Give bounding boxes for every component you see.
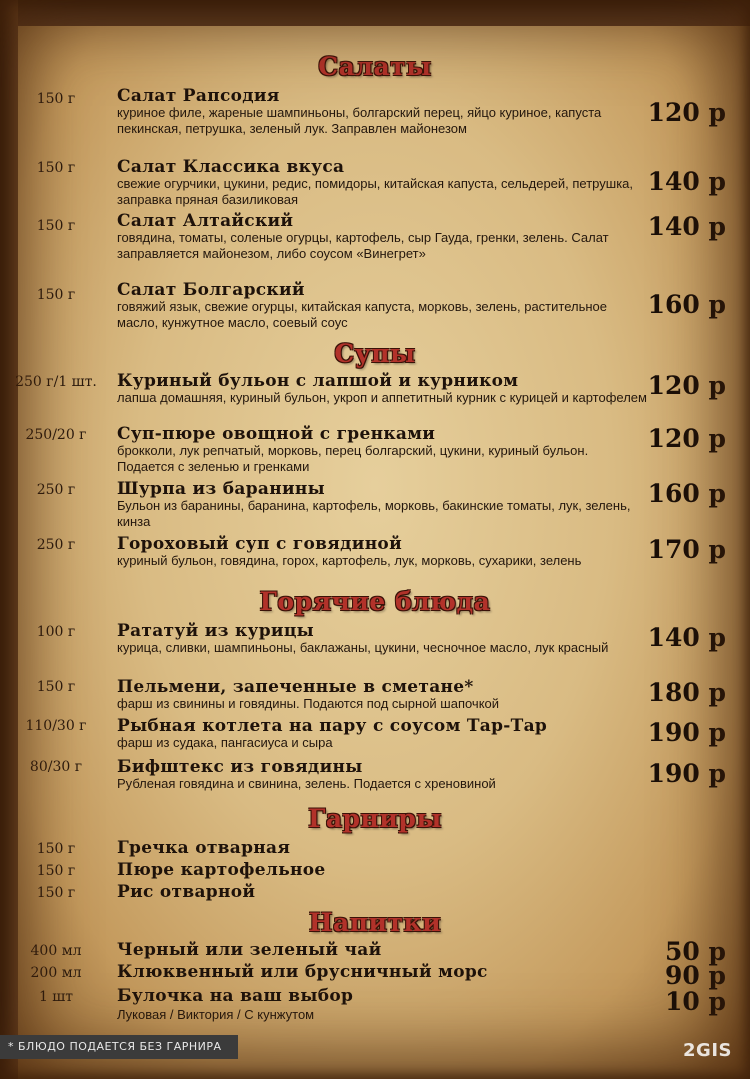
- item-name: Булочка на ваш выбор: [117, 986, 354, 1006]
- item-weight: 150 г: [36, 218, 76, 234]
- item-weight: 110/30 г: [25, 718, 87, 734]
- item-name: Рататуй из курицы: [117, 621, 315, 641]
- item-description: свежие огурчики, цукини, редис, помидоры, китайская капуста, сельдерей, петрушка, заправка пряная базиликовая: [117, 176, 634, 207]
- item-price: 170 р: [647, 535, 726, 564]
- item-description: говяжий язык, свежие огурцы, китайская капуста, морковь, зелень, растительное масло, кунжутное масло, соевый соус: [117, 299, 607, 330]
- section-title-sides: Гарниры: [308, 804, 442, 833]
- item-description: лапша домашняя, куриный бульон, укроп и аппетитный курник с курицей и картофелем: [117, 390, 647, 405]
- item-name: Салат Болгарский: [117, 280, 305, 300]
- item-price: 140 р: [647, 167, 726, 196]
- section-title-salads: Салаты: [318, 52, 432, 81]
- item-weight: 150 г: [36, 863, 76, 879]
- item-price: 160 р: [647, 479, 726, 508]
- item-weight: 200 мл: [30, 965, 82, 981]
- item-price: 50 р: [665, 937, 726, 966]
- section-title-hot-dishes: Горячие блюда: [259, 587, 491, 616]
- item-weight: 250 г/1 шт.: [15, 374, 97, 390]
- item-weight: 150 г: [36, 91, 76, 107]
- section-title-drinks: Напитки: [308, 908, 442, 937]
- item-description: фарш из судака, пангасиуса и сыра: [117, 735, 333, 750]
- item-price: 140 р: [647, 212, 726, 241]
- item-price: 180 р: [647, 678, 726, 707]
- item-name: Куриный бульон с лапшой и курником: [117, 371, 519, 391]
- item-name: Гороховый суп с говядиной: [117, 534, 402, 554]
- wood-background-top: [0, 0, 750, 26]
- item-price: 120 р: [647, 424, 726, 453]
- item-name: Суп-пюре овощной с гренками: [117, 424, 436, 444]
- item-name: Салат Рапсодия: [117, 86, 280, 106]
- item-description: куриное филе, жареные шампиньоны, болгарский перец, яйцо куриное, капуста пекинская, петрушка, зеленый лук. Заправлен майонезом: [117, 105, 602, 136]
- item-description: Бульон из баранины, баранина, картофель, морковь, бакинские томаты, лук, зелень, кинза: [117, 498, 631, 529]
- item-name: Салат Алтайский: [117, 211, 294, 231]
- item-weight: 250 г: [36, 537, 76, 553]
- section-title-soups: Супы: [334, 339, 416, 368]
- footnote: * БЛЮДО ПОДАЕТСЯ БЕЗ ГАРНИРА: [0, 1035, 238, 1059]
- item-description: Луковая / Виктория / С кунжутом: [117, 1007, 315, 1022]
- item-description: куриный бульон, говядина, горох, картофель, лук, морковь, сухарики, зелень: [117, 553, 582, 568]
- item-weight: 150 г: [36, 160, 76, 176]
- item-price: 120 р: [647, 371, 726, 400]
- item-description: фарш из свинины и говядины. Подаются под сырной шапочкой: [117, 696, 500, 711]
- item-name: Клюквенный или брусничный морс: [117, 962, 488, 982]
- item-weight: 1 шт: [38, 989, 74, 1005]
- item-price: 190 р: [647, 759, 726, 788]
- item-price: 10 р: [665, 987, 726, 1016]
- item-price: 140 р: [647, 623, 726, 652]
- item-name: Салат Классика вкуса: [117, 157, 345, 177]
- item-name: Рис отварной: [117, 882, 256, 902]
- item-description: курица, сливки, шампиньоны, баклажаны, цукини, чесночное масло, лук красный: [117, 640, 609, 655]
- item-name: Бифштекс из говядины: [117, 757, 363, 777]
- item-price: 90 р: [665, 961, 726, 990]
- item-description: брокколи, лук репчатый, морковь, перец болгарский, цукини, куриный бульон. Подается с зеленью и гренками: [117, 443, 589, 474]
- item-name: Пюре картофельное: [117, 860, 326, 880]
- item-name: Гречка отварная: [117, 838, 291, 858]
- item-name: Черный или зеленый чай: [117, 940, 382, 960]
- item-price: 160 р: [647, 290, 726, 319]
- item-weight: 250/20 г: [25, 427, 87, 443]
- item-description: Рубленая говядина и свинина, зелень. Подается с хреновиной: [117, 776, 496, 791]
- item-price: 120 р: [647, 98, 726, 127]
- item-weight: 150 г: [36, 679, 76, 695]
- item-name: Пельмени, запеченные в сметане*: [117, 677, 474, 697]
- item-weight: 100 г: [36, 624, 76, 640]
- watermark-logo: 2GIS: [683, 1040, 732, 1061]
- item-description: говядина, томаты, соленые огурцы, картофель, сыр Гауда, гренки, зелень. Салат заправляется майонезом, либо соусом «Винегрет»: [117, 230, 609, 261]
- item-weight: 250 г: [36, 482, 76, 498]
- item-weight: 150 г: [36, 885, 76, 901]
- item-weight: 150 г: [36, 287, 76, 303]
- item-weight: 150 г: [36, 841, 76, 857]
- item-name: Шурпа из баранины: [117, 479, 325, 499]
- item-price: 190 р: [647, 718, 726, 747]
- item-weight: 80/30 г: [29, 759, 83, 775]
- item-name: Рыбная котлета на пару с соусом Тар-Тар: [117, 716, 548, 736]
- item-weight: 400 мл: [30, 943, 82, 959]
